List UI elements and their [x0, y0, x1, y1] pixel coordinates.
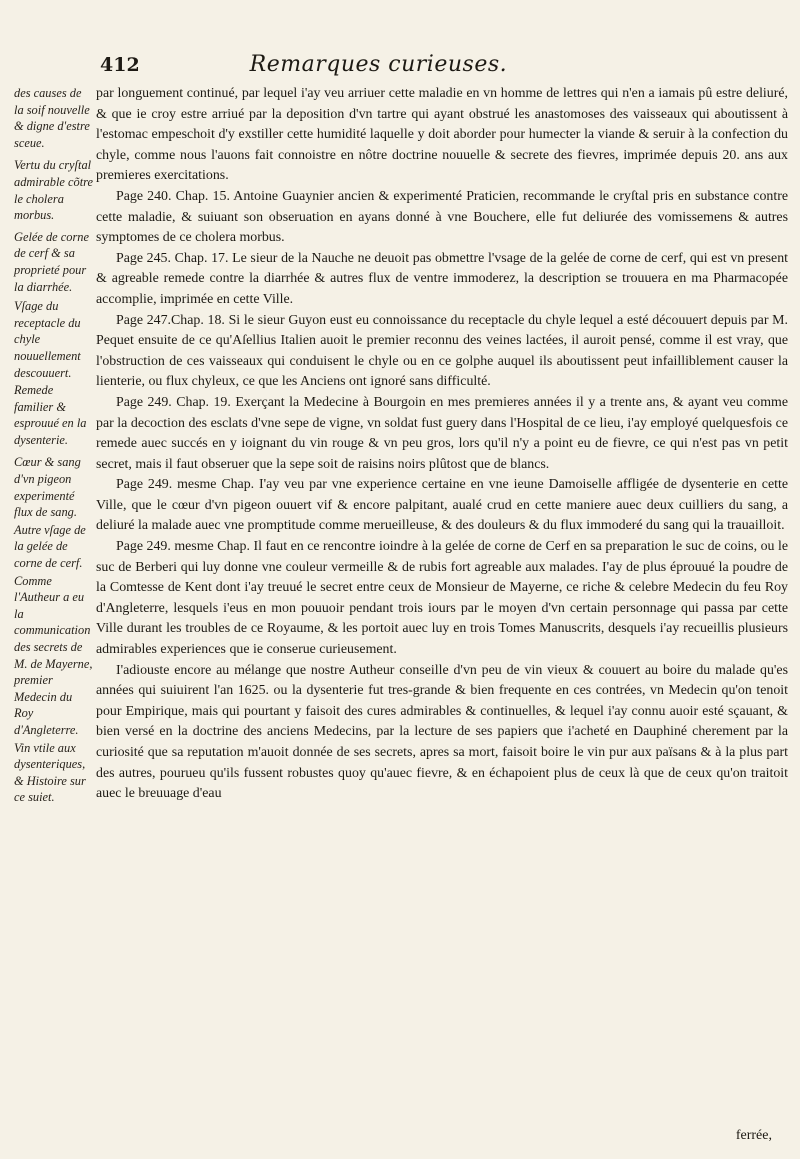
margin-note: Cœur & sang d'vn pigeon experimenté flux de sang.: [14, 455, 81, 520]
paragraph: Page 249. mesme Chap. Il faut en ce rencontre ioindre à la gelée de corne de Cerf en sa preparation le suc de coins, ou le suc de Berberi qui luy donne vne couleur vermeille & de rubis fort agreable aux malades. I'ay de plus éprouué la poudre de la Comtesse de Kent dont i'ay treuué le secret entre ceux de Monsieur de Mayerne, ce riche & celebre Medecin du feu Roy d'Angleterre, lesquels i'eus en mon pouuoir pendant trois iours par le moyen d'vn certain personnage qui passa par cette Ville durant les troubles de ce Royaume, & les portoit auec luy en trois Tomes Manuscrits, desquels i'ay recueillis plusieurs admirables experiences que ie conserue curieusement.: [96, 539, 788, 658]
paragraph: Page 249. mesme Chap. I'ay veu par vne experience certaine en vne ieune Damoiselle affligée de dysenterie en cette Ville, que le cœur d'vn pigeon ouuert vif & encore palpitant, aualé crud en cette maniere auec deux cuilliers du sang, a deliuré la malade auec vne promptitude comme merueilleuse, & des douleurs & du flux immoderé du sang qui la trauailloit.: [96, 477, 788, 534]
margin-note: Vin vtile aux dysenteriques, & Histoire sur ce suiet.: [14, 740, 86, 805]
catchword: ferrée,: [735, 1128, 772, 1143]
margin-note: Vertu du cryſtal admirable cõtre le cholera morbus.: [14, 158, 94, 223]
page-number: 412: [100, 54, 140, 76]
page-header: [100, 52, 780, 77]
margin-note: Remede familier & esprouué en la dysenterie.: [14, 383, 87, 447]
paragraph: Page 249. Chap. 19. Exerçant la Medecine à Bourgoin en mes premieres années il y a trente ans, & ayant veu comme par la decoction des esclats d'vne sepe de vigne, vn soldat fust guery dans l'Hospital de ce lieu, i'ay employé quelquesfois ce remede auec succés en y ioignant du vin rouge & vn peu gros, lors qu'il n'y a point eu de fievre, ce qui n'est pas vn petit secret, mais il faut obseruer que la sepe soit de raisins noirs plûtost que de blancs.: [96, 394, 788, 472]
margin-note: Vſage du receptacle du chyle nouuellement descouuert.: [14, 299, 81, 380]
paragraph: Page 245. Chap. 17. Le sieur de la Nauche ne deuoit pas obmettre l'vsage de la gelée de corne de cerf, qui est vn present & agreable remede contre la diarrhée & autres flux de ventre immoderez, la description se trouuera en ma Pharmacopée accomplie, imprimée en cette Ville.: [96, 250, 788, 307]
paragraph: I'adiouste encore au mélange que nostre Autheur conseille d'vn peu de vin vieux & couuert au boire du malade qu'es années qui suiuirent l'an 1625. ou la dysenterie fut tres-grande & bien frequente en ces contrées, vn Medecin qu'on tenoit pour Empirique, mais qui pourtant y faisoit des cures admirables & continuelles, & lequel i'ay connu auoir esté sçauant, & bien versé en la doctrine des anciens Medecins, par la lecture de ses papiers que i'acheté en Dauphiné cherement par la curiosité que sa reputation m'auoit donnée de ses secrets, apres sa mort, faisoit boire le vin pur aux païsans & à la plus part des autres, pourueu qu'ils fussent robustes quoy qu'auec fievre, & en échapoient plus de ceux là que de ceux qu'on traitoit auec le breuuage d'eau: [96, 662, 788, 802]
paragraph: Page 247.Chap. 18. Si le sieur Guyon eust eu connoissance du receptacle du chyle lequel a esté découuert depuis par M. Pequet ensuite de ce qu'Aſellius Italien auoit le premier reconnu des veines lactées, il auroit pensé, comme il est vray, que l'obstruction de ces vaisseaux qui conduisent le chyle ou en ce golphe auquel ils aboutissent peut infailliblement causer la lienterie, ou flux chyleux, ce que les Anciens ont ignoré sans difficulté.: [96, 312, 788, 390]
margin-notes: [14, 85, 94, 807]
margin-note: Comme l'Autheur a eu la communication des secrets de M. de Mayerne, premier Medecin du Roy d'Angleterre.: [14, 573, 93, 737]
paragraph: Page 240. Chap. 15. Antoine Guaynier ancien & experimenté Praticien, recommande le cryſtal pris en substance contre cette maladie, & suiuant son obseruation en ayans donné à vne Bouchere, elle fut deliurée des vomissemens & autres symptomes de ce cholera morbus.: [96, 188, 788, 246]
margin-note: Gelée de corne de cerf & sa proprieté pour la diarrhée.: [14, 229, 89, 294]
margin-note: des causes de la soif nouvelle & digne d'estre sceue.: [14, 86, 90, 150]
running-title: Remarques curieuses.: [249, 52, 508, 77]
main-text: [96, 84, 788, 805]
paragraph: par longuement continué, par lequel i'ay veu arriuer cette maladie en vn homme de lettres qui n'en a iamais pû estre deliuré, & que ie croy estre arriué par la deposition d'vn tartre qui ayant obstrué les anastomoses des vaisseaux qui aboutissent à l'estomac empeschoit d'y exstiller cette humidité laquelle y doit aborder pour humecter la viande & seruir à la confection du chyle, comme nous l'auons fait connoistre en nôtre doctrine nouuelle & secrete des fievres, imprimée depuis 20. ans aux premieres exercitations.: [96, 86, 788, 184]
margin-note: Autre vſage de la gelée de corne de cerf.: [14, 522, 86, 571]
